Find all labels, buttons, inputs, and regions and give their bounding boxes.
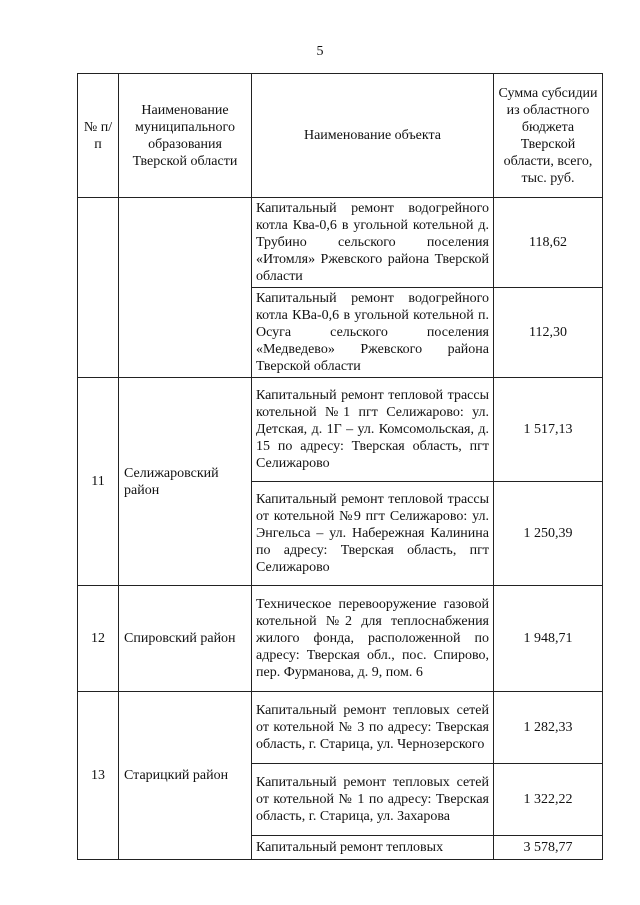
row-municipality: Спировский район (119, 586, 252, 692)
row-num: 11 (78, 378, 119, 586)
row-sum: 112,30 (494, 288, 603, 378)
row-municipality: Старицкий район (119, 692, 252, 860)
row-sum: 1 322,22 (494, 764, 603, 836)
table-row (78, 586, 603, 692)
table-header-row (78, 74, 603, 198)
table-row (78, 378, 603, 482)
row-num: 12 (78, 586, 119, 692)
row-num: 13 (78, 692, 119, 860)
row-object: Капитальный ремонт тепловых сетей от котельной № 1 по адресу: Тверская область, г. Старица, ул. Захарова (252, 764, 494, 836)
header-num: № п/п (78, 74, 119, 198)
row-object: Капитальный ремонт водогрейного котла Ква-0,6 в угольной котельной д. Трубино сельского поселения «Итомля» Ржевского района Тверской области (252, 198, 494, 288)
row-object: Капитальный ремонт тепловой трассы котельной №1 пгт Селижарово: ул. Детская, д. 1Г – ул. Комсомольская, д. 15 по адресу: Тверская область, пгт Селижарово (252, 378, 494, 482)
subsidy-table (77, 73, 603, 860)
row-municipality (119, 198, 252, 378)
row-sum: 1 250,39 (494, 482, 603, 586)
row-object: Капитальный ремонт водогрейного котла КВа-0,6 в угольной котельной п. Осуга сельского поселения «Медведево» Ржевского района Тверской области (252, 288, 494, 378)
row-num (78, 198, 119, 378)
row-municipality: Селижаровский район (119, 378, 252, 586)
row-sum: 3 578,77 (494, 836, 603, 860)
row-sum: 118,62 (494, 198, 603, 288)
page-number: 5 (316, 44, 324, 59)
header-sum: Сумма субсидии из областного бюджета Тверской области, всего, тыс. руб. (494, 74, 603, 198)
header-municipality: Наименование муниципального образования Тверской области (119, 74, 252, 198)
row-object: Капитальный ремонт тепловой трассы от котельной №9 пгт Селижарово: ул. Энгельса – ул. Набережная Калинина по адресу: Тверская область, пгт Селижарово (252, 482, 494, 586)
row-sum: 1 282,33 (494, 692, 603, 764)
header-object: Наименование объекта (252, 74, 494, 198)
row-sum: 1 517,13 (494, 378, 603, 482)
table-row (78, 198, 603, 288)
row-object: Техническое перевооружение газовой котельной №2 для теплоснабжения жилого фонда, расположенной по адресу: Тверская обл., пос. Спирово, пер. Фурманова, д. 9, пом. 6 (252, 586, 494, 692)
table-row (78, 692, 603, 764)
row-sum: 1 948,71 (494, 586, 603, 692)
row-object: Капитальный ремонт тепловых (252, 836, 494, 860)
row-object: Капитальный ремонт тепловых сетей от котельной № 3 по адресу: Тверская область, г. Старица, ул. Чернозерского (252, 692, 494, 764)
